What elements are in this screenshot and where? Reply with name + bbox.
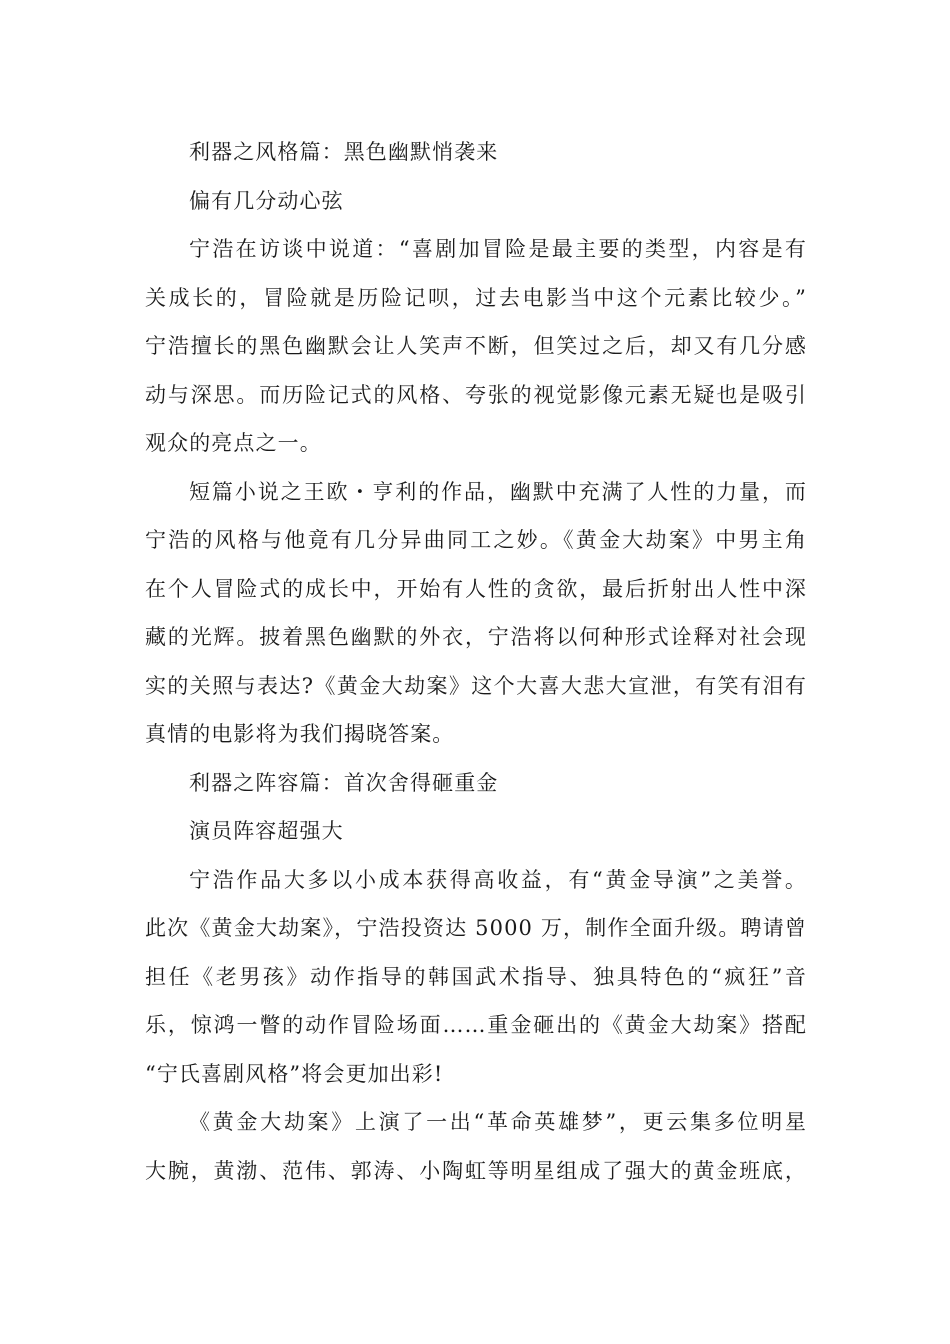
- paragraph-line: “宁氏喜剧风格”将会更加出彩!: [145, 1061, 444, 1086]
- paragraph-line: 关成长的，冒险就是历险记呗，过去电影当中这个元素比较少。”: [145, 285, 807, 310]
- paragraph-line: 《黄金大劫案》上演了一出“革命英雄梦”，更云集多位明星: [189, 1110, 807, 1134]
- section-subheading-cast: 演员阵容超强大: [189, 819, 344, 843]
- paragraph-line: 大腕，黄渤、范伟、郭涛、小陶虹等明星组成了强大的黄金班底，: [145, 1158, 807, 1183]
- paragraph-line: 此次《黄金大劫案》，宁浩投资达 5000 万，制作全面升级。聘请曾: [145, 916, 807, 940]
- section-heading-cast: 利器之阵容篇：首次舍得砸重金: [189, 770, 499, 795]
- section-heading-style: 利器之风格篇：黑色幽默悄袭来: [189, 140, 499, 164]
- paragraph-line: 乐，惊鸿一瞥的动作冒险场面……重金砸出的《黄金大劫案》搭配: [145, 1013, 807, 1037]
- paragraph-line: 宁浩擅长的黑色幽默会让人笑声不断，但笑过之后，却又有几分感: [145, 334, 807, 358]
- document-body: [145, 128, 807, 1195]
- paragraph-line: 宁浩的风格与他竟有几分异曲同工之妙。《黄金大劫案》中男主角: [145, 528, 807, 552]
- section-subheading-style: 偏有几分动心弦: [189, 188, 344, 213]
- paragraph-line: 真情的电影将为我们揭晓答案。: [145, 722, 455, 746]
- paragraph-line: 担任《老男孩》动作指导的韩国武术指导、独具特色的“疯狂”音: [145, 964, 807, 989]
- paragraph-line: 在个人冒险式的成长中，开始有人性的贪欲，最后折射出人性中深: [145, 576, 807, 601]
- paragraph-line: 藏的光辉。披着黑色幽默的外衣，宁浩将以何种形式诠释对社会现: [145, 625, 807, 649]
- paragraph-line: 宁浩作品大多以小成本获得高收益，有“黄金导演”之美誉。: [189, 867, 807, 892]
- paragraph-line: 观众的亮点之一。: [145, 431, 322, 455]
- paragraph-line: 宁浩在访谈中说道：“喜剧加冒险是最主要的类型，内容是有: [189, 237, 807, 261]
- paragraph-line: 短篇小说之王欧・亨利的作品，幽默中充满了人性的力量，而: [189, 479, 807, 504]
- paragraph-line: 动与深思。而历险记式的风格、夸张的视觉影像元素无疑也是吸引: [145, 382, 807, 407]
- paragraph-line: 实的关照与表达?《黄金大劫案》这个大喜大悲大宣泄，有笑有泪有: [145, 673, 807, 698]
